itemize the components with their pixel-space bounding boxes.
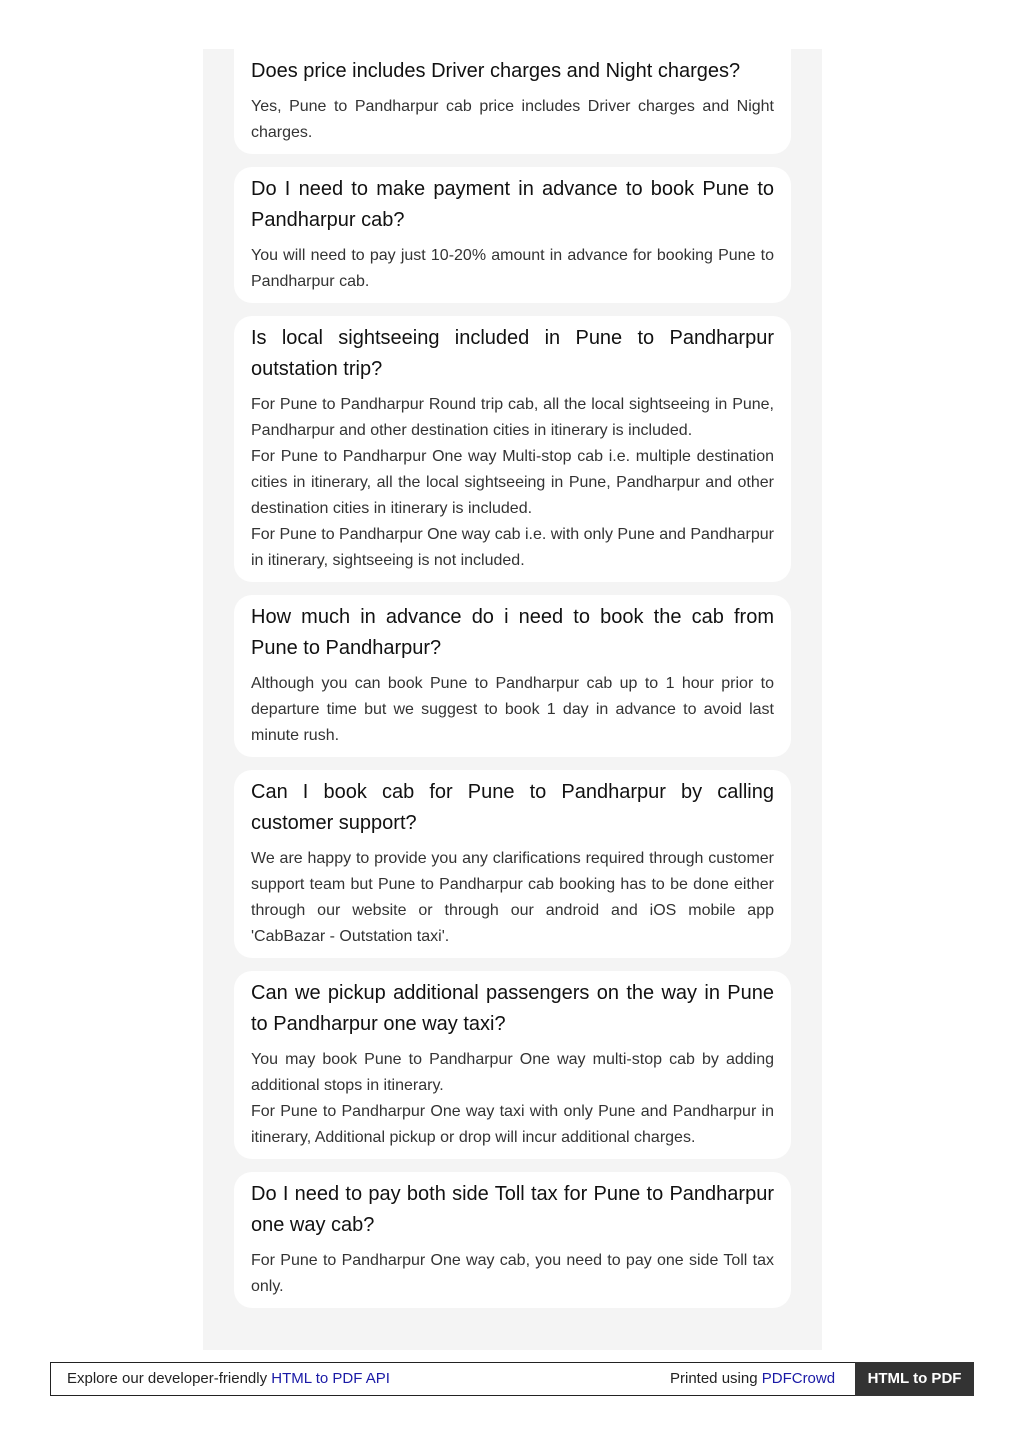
html-to-pdf-badge[interactable]: HTML to PDF — [855, 1362, 974, 1396]
faq-answer-paragraph: For Pune to Pandharpur One way cab, you need to pay one side Toll tax only. — [251, 1252, 774, 1295]
faq-answer-paragraph: For Pune to Pandharpur One way cab i.e. with only Pune and Pandharpur in itinerary, sightseeing is not included. — [251, 526, 774, 569]
faq-answer-paragraph: You may book Pune to Pandharpur One way multi-stop cab by adding additional stops in itinerary. — [251, 1051, 774, 1094]
faq-question: Does price includes Driver charges and Night charges? — [251, 60, 741, 82]
faq-answer-paragraph: For Pune to Pandharpur Round trip cab, all the local sightseeing in Pune, Pandharpur and other destination cities in itinerary is included. — [251, 396, 774, 439]
faq-answer-paragraph: For Pune to Pandharpur One way Multi-stop cab i.e. multiple destination cities in itinerary, all the local sightseeing in Pune, Pandharpur and other destination cities in itinerary is included. — [251, 448, 774, 517]
faq-item — [234, 49, 791, 154]
html-to-pdf-api-link[interactable]: HTML to PDF API — [271, 1370, 390, 1387]
footer-explore — [67, 1363, 390, 1395]
faq-item — [234, 595, 791, 757]
faq-question: Is local sightseeing included in Pune to Pandharpur outstation trip? — [251, 327, 774, 380]
footer-printed-using — [670, 1363, 835, 1395]
faq-question: Can we pickup additional passengers on the way in Pune to Pandharpur one way taxi? — [251, 982, 774, 1035]
faq-question: Do I need to make payment in advance to book Pune to Pandharpur cab? — [251, 178, 774, 231]
faq-answer — [251, 846, 774, 950]
faq-question: Do I need to pay both side Toll tax for Pune to Pandharpur one way cab? — [251, 1183, 774, 1236]
faq-answer — [251, 392, 774, 574]
faq-answer — [251, 94, 774, 146]
faq-item — [234, 971, 791, 1159]
faq-answer — [251, 243, 774, 295]
faq-question: Can I book cab for Pune to Pandharpur by calling customer support? — [251, 781, 774, 834]
pdf-footer-bar — [50, 1362, 974, 1396]
pdfcrowd-link[interactable]: PDFCrowd — [761, 1370, 836, 1387]
faq-answer — [251, 1248, 774, 1300]
footer-printed-text: Printed using — [670, 1370, 762, 1387]
faq-item — [234, 1172, 791, 1308]
faq-item — [234, 167, 791, 303]
faq-answer-paragraph: We are happy to provide you any clarifications required through customer support team but Pune to Pandharpur cab booking has to be done either through our website or through our android and iOS mobile app 'CabBazar - Outstation taxi'. — [251, 850, 774, 945]
faq-list — [234, 49, 791, 1321]
faq-item — [234, 316, 791, 582]
faq-item — [234, 770, 791, 958]
faq-question: How much in advance do i need to book the cab from Pune to Pandharpur? — [251, 606, 774, 659]
faq-answer-paragraph: Although you can book Pune to Pandharpur cab up to 1 hour prior to departure time but we suggest to book 1 day in advance to avoid last minute rush. — [251, 675, 774, 744]
faq-answer — [251, 1047, 774, 1151]
faq-answer-paragraph: For Pune to Pandharpur One way taxi with only Pune and Pandharpur in itinerary, Additional pickup or drop will incur additional charges. — [251, 1103, 774, 1146]
faq-answer-paragraph: Yes, Pune to Pandharpur cab price includes Driver charges and Night charges. — [251, 98, 774, 141]
footer-explore-text: Explore our developer-friendly — [67, 1370, 272, 1387]
faq-answer-paragraph: You will need to pay just 10-20% amount in advance for booking Pune to Pandharpur cab. — [251, 247, 774, 290]
faq-answer — [251, 671, 774, 749]
